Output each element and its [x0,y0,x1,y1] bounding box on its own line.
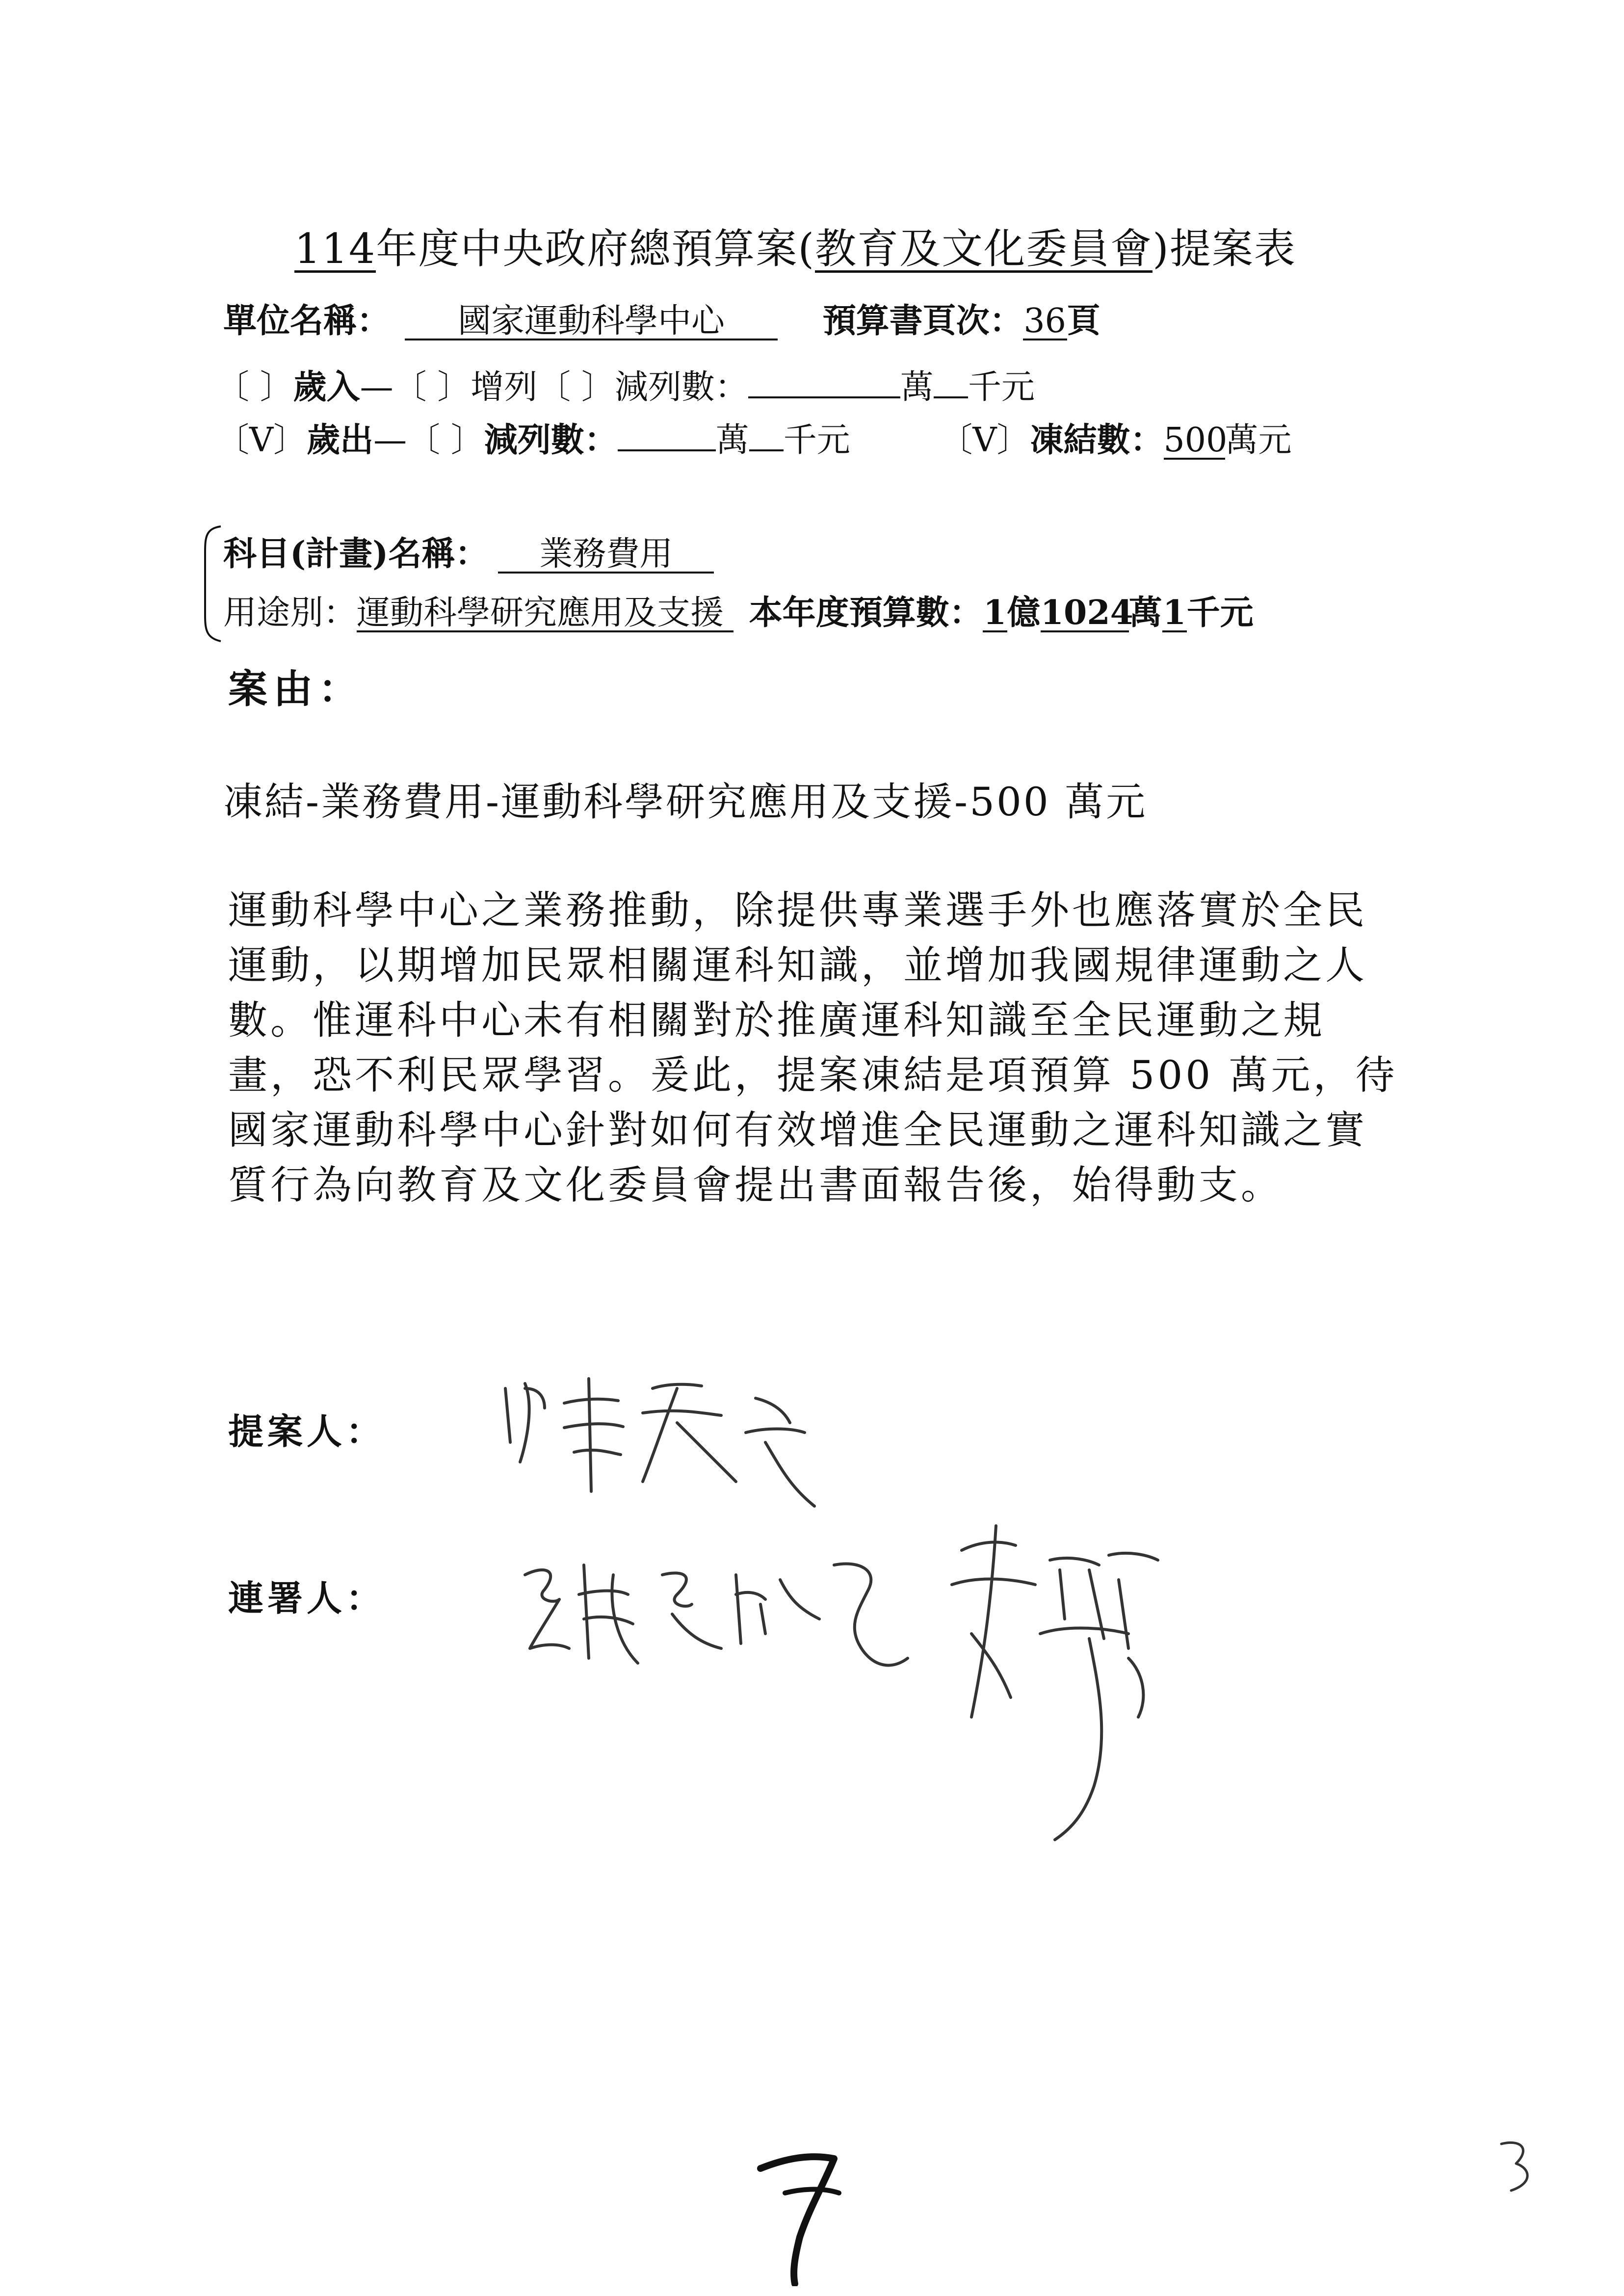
expenditure-wan: 萬 [715,421,749,460]
reason-line: 數。惟運科中心未有相關對於推廣運科知識至全民運動之規 [228,997,1325,1043]
cosigner-label: 連署人： [228,1577,386,1619]
expenditure-qian-blank [749,420,784,451]
reason-summary: 凍結-業務費用-運動科學研究應用及支援-500 萬元 [223,779,1148,825]
expenditure-decrease-check: 〔 〕 [407,421,484,460]
revenue-wan: 萬 [900,368,934,407]
expenditure-dash: — [373,421,407,460]
reason-paragraph [228,883,1435,1213]
subject-label: 科目(計畫)名稱： [223,534,489,574]
revenue-wan-blank [748,367,900,398]
revenue-increase-check: 〔 〕 [393,368,471,407]
subject-brace [196,522,226,645]
reason-line: 運動科學中心之業務推動，除提供專業選手外也應落實於全民 [228,887,1367,933]
reason-line: 畫，恐不利民眾學習。爰此，提案凍結是項預算 500 萬元，待 [228,1052,1398,1098]
revenue-decrease-label: 減列數： [614,368,748,407]
reason-line: 質行為向教育及文化委員會提出書面報告後，始得動支。 [228,1162,1283,1208]
title-part2: )提案表 [1153,225,1296,273]
budget-qian: 1 [1163,593,1186,632]
revenue-label: 歲入 [293,367,360,407]
cosigner-signature-1 [515,1545,917,1693]
title-part1: 年度中央政府總預算案( [376,225,815,273]
unit-value: 國家運動科學中心 [405,304,778,340]
title-year: 114 [294,225,376,273]
freeze-check: 〔V〕 [939,421,1030,460]
usage-row [223,586,1254,634]
page-unit: 頁 [1067,301,1100,340]
revenue-qian-yuan: 千元 [968,368,1035,407]
page-value: 36 [1023,302,1066,340]
subject-row [223,527,714,575]
reason-line: 國家運動科學中心針對如何有效增進全民運動之運科知識之實 [228,1107,1367,1153]
revenue-increase-label: 增列 [471,368,538,407]
expenditure-decrease-label: 減列數： [484,420,618,460]
unit-row [223,294,1100,342]
proposer-label: 提案人： [228,1410,386,1452]
proposer-signature [491,1369,824,1516]
budget-qian-unit: 千元 [1186,593,1254,632]
unit-label: 單位名稱： [223,301,391,340]
revenue-qian-blank [934,367,968,398]
revenue-dash: — [360,368,393,407]
freeze-unit: 萬元 [1225,421,1292,460]
expenditure-wan-blank [618,420,716,451]
budget-yi: 1 [983,593,1007,632]
revenue-decrease-check: 〔 〕 [537,368,615,407]
freeze-label: 凍結數： [1030,420,1164,460]
reason-heading: 案由： [228,666,364,712]
corner-mark [1492,2134,1541,2198]
budget-wan-unit: 萬 [1128,593,1162,632]
page-title [294,216,1296,275]
usage-label: 用途別： [223,594,357,632]
page-label: 預算書頁次： [822,301,1023,340]
title-committee: 教育及文化委員會 [815,225,1153,273]
budget-yi-unit: 億 [1007,593,1041,632]
budget-wan: 1024 [1040,593,1133,632]
expenditure-label: 歲出 [307,420,374,460]
reason-line: 運動，以期增加民眾相關運科知識，並增加我國規律運動之人 [228,942,1367,988]
budget-label: 本年度預算數： [749,593,983,632]
expenditure-qian-yuan: 千元 [783,421,850,460]
subject-value: 業務費用 [498,537,714,574]
usage-value: 運動科學研究應用及支援 [357,596,733,632]
cosigner-signature-2 [942,1511,1207,1845]
expenditure-check: 〔V〕 [216,421,307,460]
freeze-value: 500 [1163,421,1228,460]
handwritten-page-mark [751,2139,859,2286]
revenue-row [216,361,1035,408]
revenue-check: 〔 〕 [216,368,293,407]
expenditure-row [216,414,1292,461]
